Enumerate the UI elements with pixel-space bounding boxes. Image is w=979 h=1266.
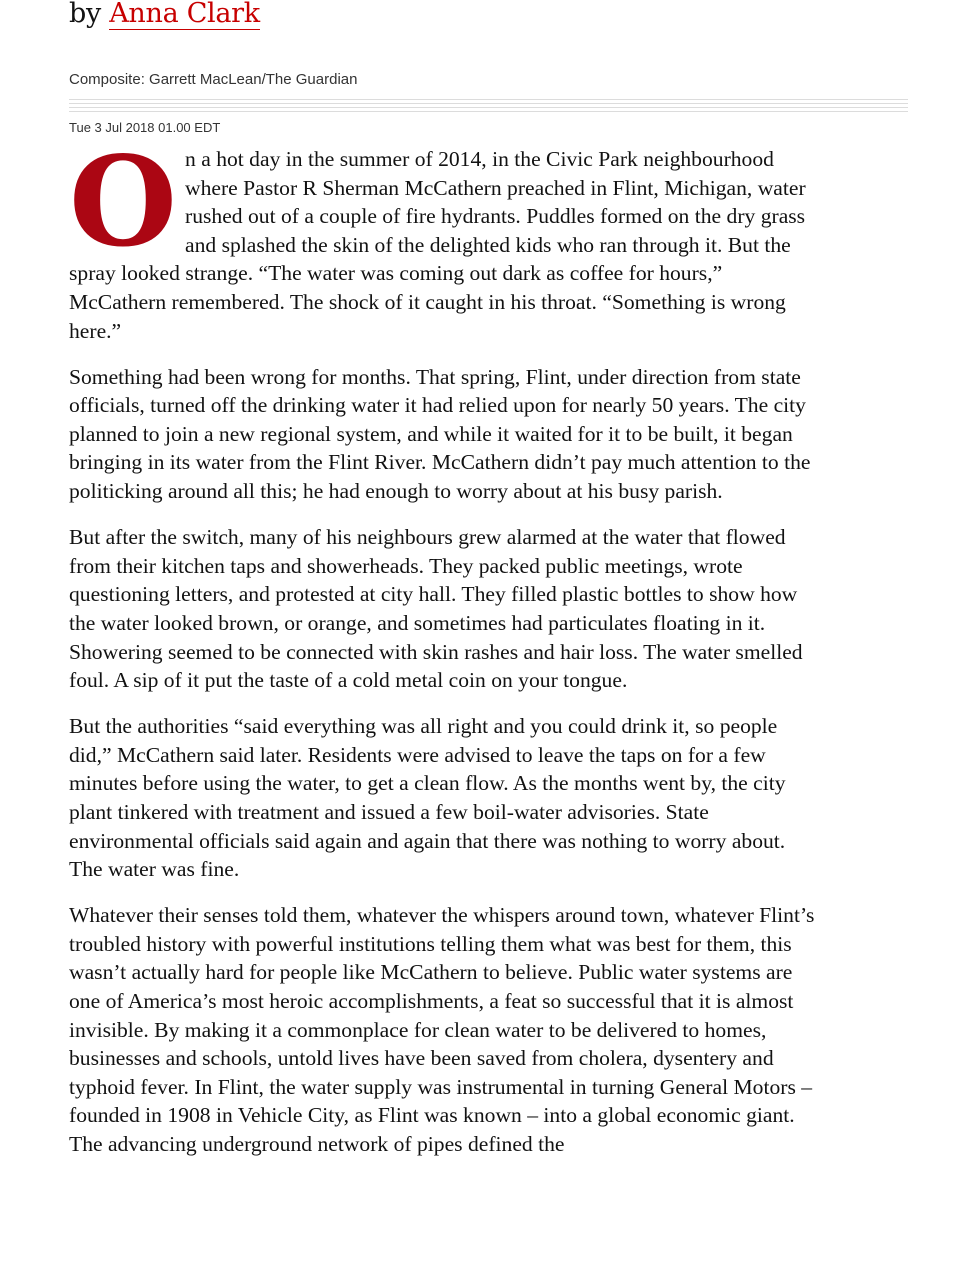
image-credit: Composite: Garrett MacLean/The Guardian (69, 71, 358, 88)
paragraph-text: n a hot day in the summer of 2014, in the Civic Park neighbourhood where Pastor R Sherman McCathern preached in Flint, Michigan, water rushed out of a couple of fire hydrants. Puddles formed on the dry grass and splashed the skin of the delighted kids who ran through it. But the spray looked strange. “The water was coming out dark as coffee for hours,” McCathern remembered. The shock of it caught in his throat. “Something is wrong here.” (69, 147, 806, 343)
article-paragraph: Whatever their senses told them, whatever the whispers around town, whatever Flint’s troubled history with powerful institutions telling them what was best for them, this wasn’t actually hard for people like McCathern to believe. Public water systems are one of America’s most heroic accomplishments, a feat so successful that it is almost invisible. By making it a commonplace for clean water to be delivered to homes, businesses and schools, untold lives have been saved from cholera, dysentery and typhoid fever. In Flint, the water supply was instrumental in turning General Motors – founded in 1908 in Vehicle City, as Flint was known – into a global economic giant. The advancing underground network of pipes defined the (69, 903, 815, 1156)
article-paragraph: But after the switch, many of his neighbours grew alarmed at the water that flowed from their kitchen taps and showerheads. They packed public meetings, wrote questioning letters, and protested at city hall. They filled plastic bottles to show how the water looked brown, or orange, and sometimes had particulates floating in it. Showering seemed to be connected with skin rashes and hair loss. The water smelled foul. A sip of it put the taste of a cold metal coin on your tongue. (69, 525, 803, 693)
article-paragraph (69, 130, 819, 345)
drop-cap: O (69, 130, 178, 275)
article-body (69, 130, 819, 1176)
article-paragraph: But the authorities “said everything was all right and you could drink it, so people did,” McCathern said later. Residents were advised to leave the taps on for a few minutes before using the water, to get a clean flow. As the months went by, the city plant tinkered with treatment and issued a few boil-water advisories. State environmental officials said again and again that there was nothing to worry about. The water was fine. (69, 714, 786, 882)
byline (69, 0, 260, 34)
author-link[interactable]: Anna Clark (109, 0, 260, 29)
section-divider (69, 99, 908, 113)
dateline: Tue 3 Jul 2018 01.00 EDT (69, 120, 221, 135)
article-paragraph: Something had been wrong for months. That spring, Flint, under direction from state officials, turned off the drinking water it had relied upon for nearly 50 years. The city planned to join a new regional system, and while it waited for it to be built, it began bringing in its water from the Flint River. McCathern didn’t pay much attention to the politicking around all this; he had enough to worry about at his busy parish. (69, 364, 811, 504)
byline-prefix: by (69, 0, 101, 29)
